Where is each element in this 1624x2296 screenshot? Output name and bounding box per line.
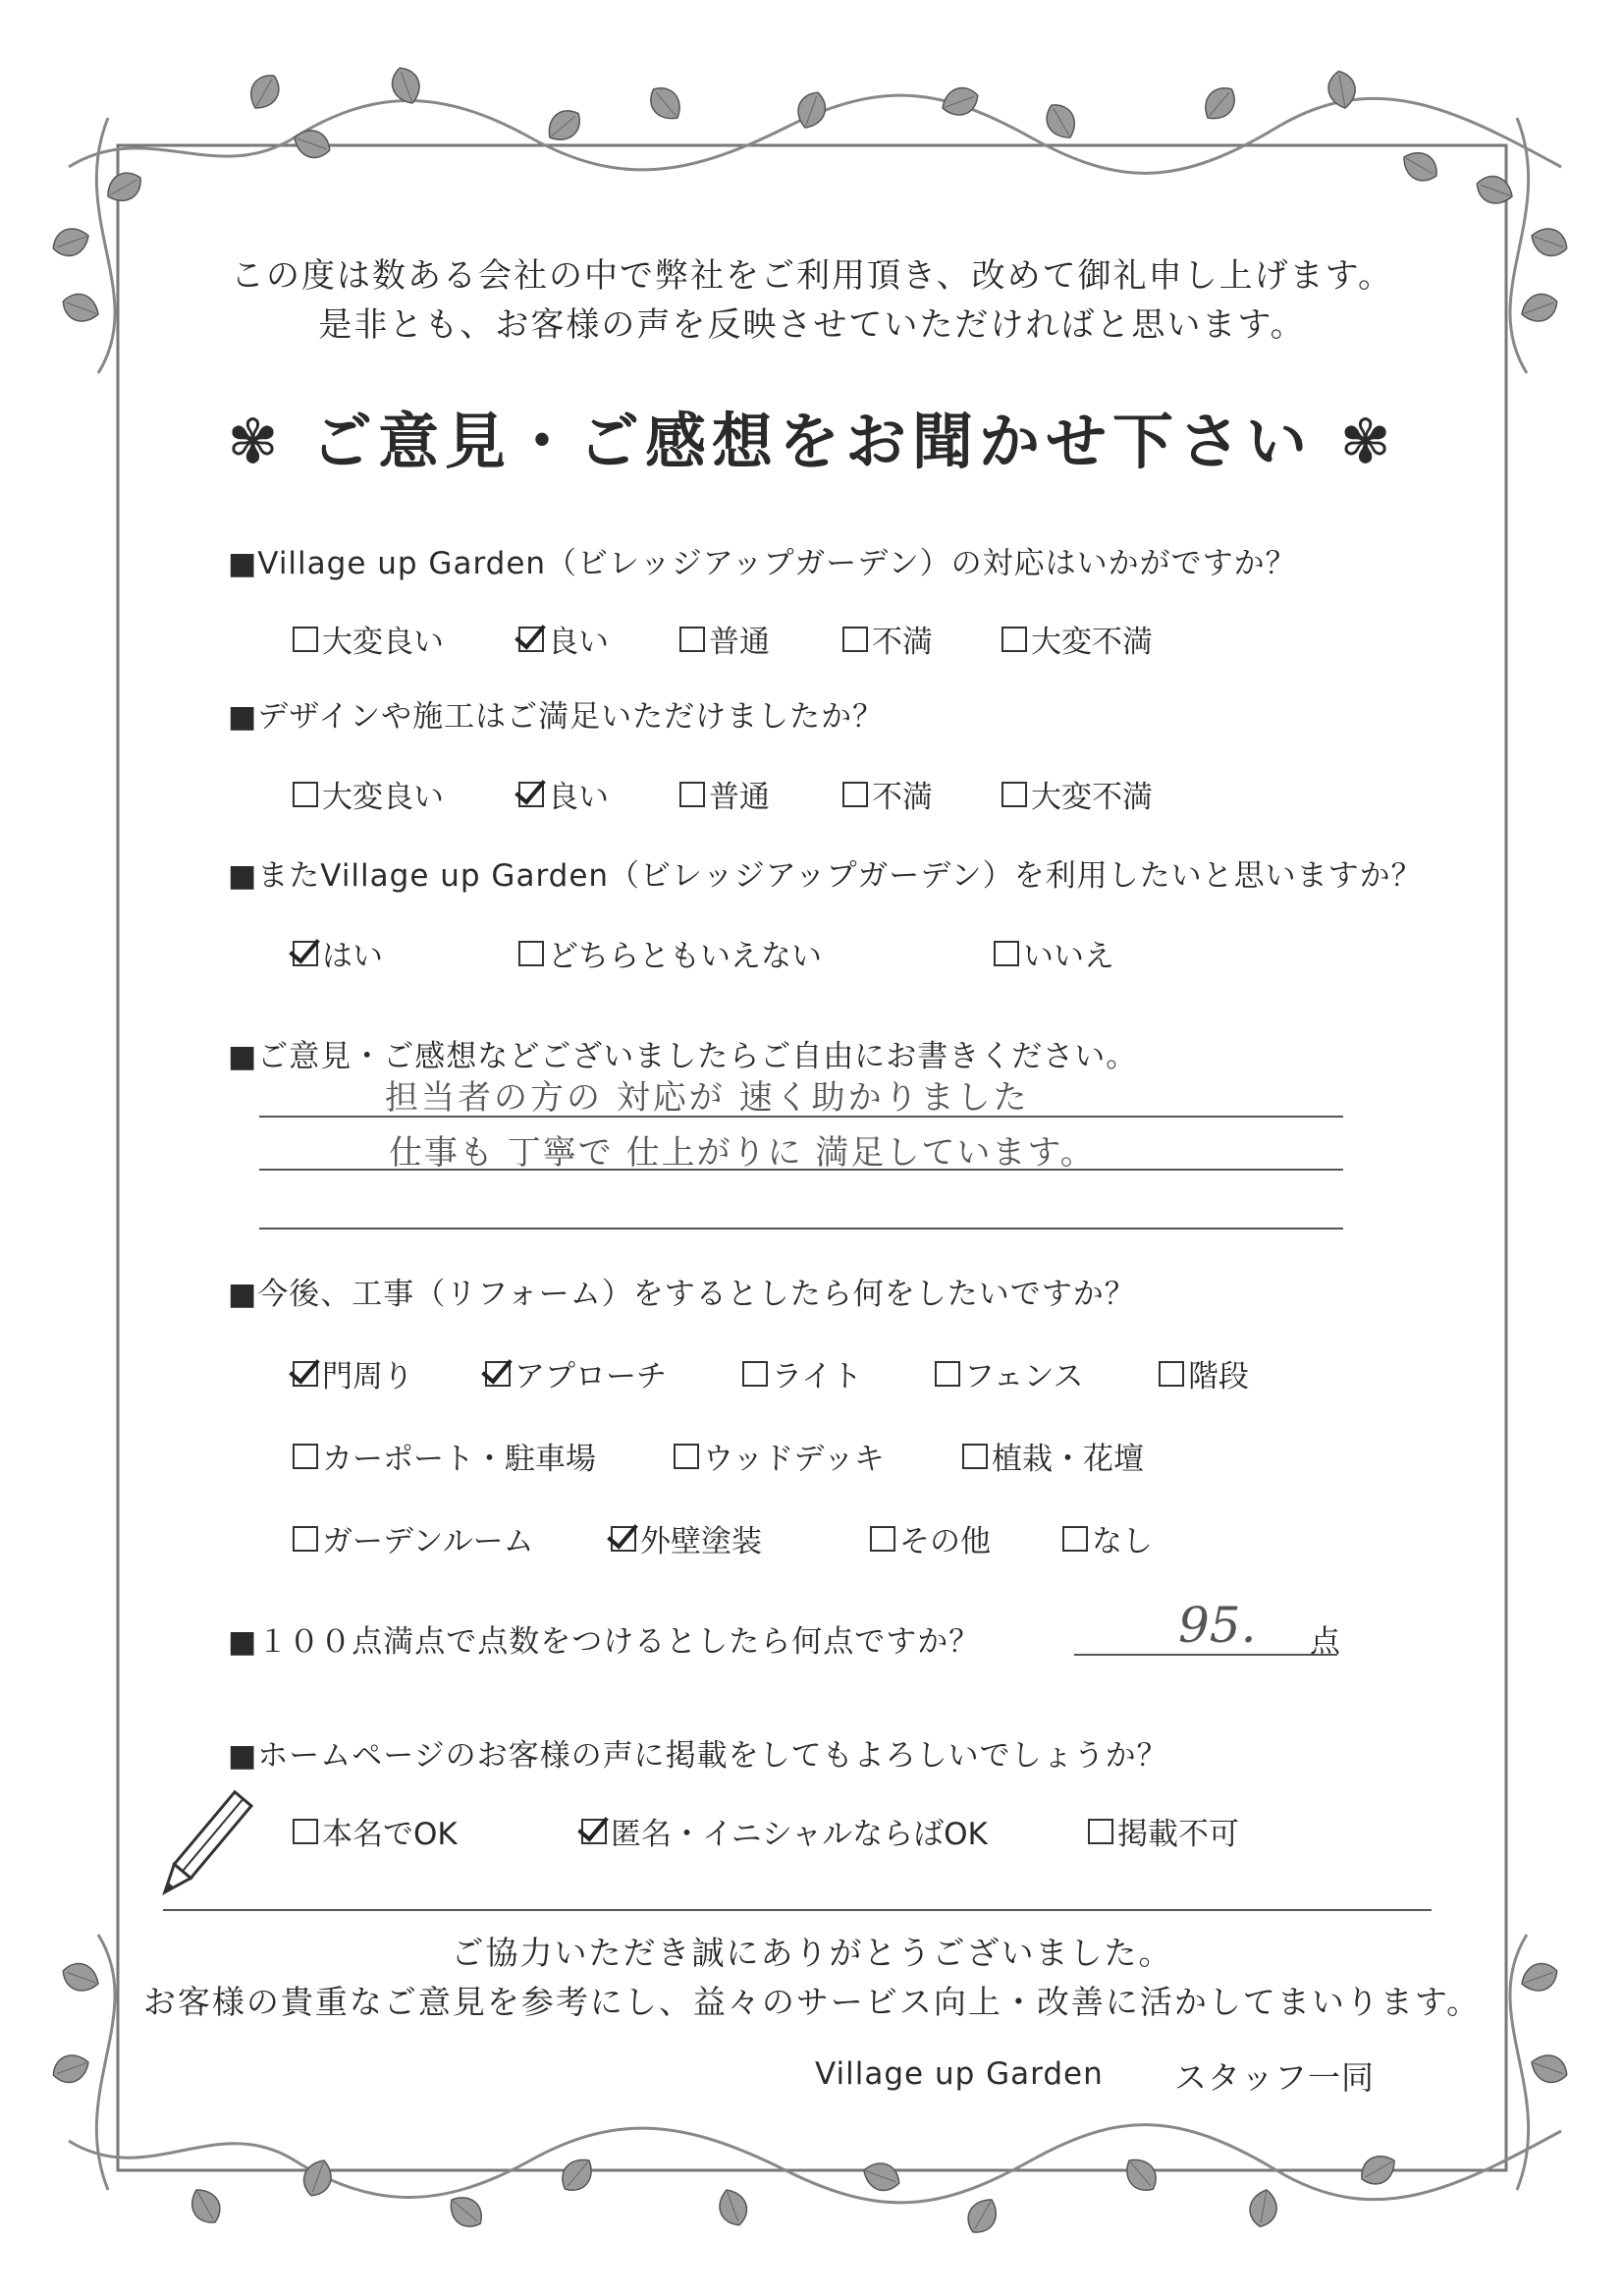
checkbox[interactable]	[674, 1444, 699, 1469]
q2-option-5[interactable]: 大変不満	[1001, 772, 1153, 816]
q5-option-7[interactable]: ウッドデッキ	[674, 1434, 885, 1478]
q5-option-8[interactable]: 植栽・花壇	[962, 1434, 1144, 1478]
checkbox[interactable]	[742, 1361, 768, 1387]
question-3: ■またVillage up Garden（ビレッジアップガーデン）を利用したいと思いますか？	[228, 858, 1423, 894]
handwritten-answer-line-2: 仕事も 丁寧で 仕上がりに 満足しています。	[389, 1133, 1096, 1173]
answer-line-2	[259, 1169, 1343, 1171]
checkbox-checked[interactable]	[518, 627, 544, 652]
q5-option-10[interactable]: 外壁塗装	[611, 1516, 762, 1560]
q7-option-1[interactable]: 本名でOK	[293, 1809, 458, 1853]
checkbox[interactable]	[1062, 1526, 1088, 1552]
q5-option-9[interactable]: ガーデンルーム	[293, 1516, 534, 1560]
question-2: ■デザインや施工はご満足いただけましたか？	[228, 699, 885, 735]
question-6: ■１００点満点で点数をつけるとしたら何点ですか？	[228, 1624, 981, 1660]
checkbox[interactable]	[1088, 1819, 1113, 1844]
checkbox[interactable]	[842, 627, 868, 652]
checkbox[interactable]	[293, 1526, 318, 1552]
checkbox[interactable]	[1001, 627, 1027, 652]
checkbox[interactable]	[1001, 782, 1027, 807]
q1-option-3[interactable]: 普通	[679, 617, 770, 661]
q5-option-4[interactable]: フェンス	[935, 1351, 1084, 1395]
checkbox[interactable]	[679, 627, 705, 652]
checkbox[interactable]	[293, 1819, 318, 1844]
closing-line-2: お客様の貴重なご意見を参考にし、益々のサービス向上・改善に活かしてまいります。	[142, 1983, 1482, 2021]
flower-icon: ✾	[1339, 406, 1397, 477]
closing-line-1: ご協力いただき誠にありがとうございました。	[451, 1934, 1173, 1972]
q5-option-1[interactable]: 門周り	[293, 1351, 413, 1395]
q5-option-2[interactable]: アプローチ	[485, 1351, 667, 1395]
page-title	[0, 393, 1624, 480]
q1-option-1[interactable]: 大変良い	[293, 617, 444, 661]
score-unit: 点	[1310, 1624, 1341, 1660]
divider-line	[163, 1909, 1432, 1911]
checkbox[interactable]	[842, 782, 868, 807]
q2-option-4[interactable]: 不満	[842, 772, 933, 816]
q5-option-3[interactable]: ライト	[742, 1351, 862, 1395]
q3-option-1[interactable]: はい	[293, 931, 383, 975]
q5-option-5[interactable]: 階段	[1159, 1351, 1249, 1395]
intro-text	[0, 251, 1624, 350]
q5-option-11[interactable]: その他	[870, 1516, 991, 1560]
q5-option-12[interactable]: なし	[1062, 1516, 1153, 1560]
q3-option-3[interactable]: いいえ	[994, 931, 1114, 975]
q2-option-2[interactable]: 良い	[518, 772, 609, 816]
flower-icon: ✾	[227, 406, 285, 477]
checkbox-checked[interactable]	[581, 1819, 607, 1844]
checkbox[interactable]	[293, 782, 318, 807]
q1-option-4[interactable]: 不満	[842, 617, 933, 661]
question-7: ■ホームページのお客様の声に掲載をしてもよろしいでしょうか？	[228, 1738, 1168, 1774]
checkbox[interactable]	[679, 782, 705, 807]
checkbox[interactable]	[994, 941, 1019, 966]
checkbox[interactable]	[962, 1444, 988, 1469]
question-1: ■Village up Garden（ビレッジアップガーデン）の対応はいかがですか？	[228, 546, 1297, 581]
checkbox[interactable]	[293, 1444, 318, 1469]
pencil-icon	[147, 1783, 255, 1911]
q7-option-3[interactable]: 掲載不可	[1088, 1809, 1239, 1853]
intro-line-1: この度は数ある会社の中で弊社をご利用頂き、改めて御礼申し上げます。	[231, 256, 1393, 296]
score-value: 95.	[1178, 1597, 1257, 1654]
intro-line-2: 是非とも、お客様の声を反映させていただければと思います。	[318, 305, 1306, 345]
checkbox[interactable]	[293, 627, 318, 652]
q1-option-5[interactable]: 大変不満	[1001, 617, 1153, 661]
signature-staff: スタッフ一同	[1174, 2058, 1375, 2097]
checkbox[interactable]	[1159, 1361, 1184, 1387]
question-5: ■今後、工事（リフォーム）をするとしたら何をしたいですか？	[228, 1277, 1136, 1312]
checkbox[interactable]	[935, 1361, 960, 1387]
title-text: ご意見・ご感想をお聞かせ下さい	[310, 406, 1313, 477]
handwritten-answer-line-1: 担当者の方の 対応が 速く助かりました	[385, 1078, 1030, 1118]
q3-option-2[interactable]: どちらともいえない	[518, 931, 822, 975]
q5-option-6[interactable]: カーポート・駐車場	[293, 1434, 596, 1478]
checkbox[interactable]	[518, 941, 544, 966]
question-4: ■ご意見・ご感想などございましたらご自由にお書きください。	[228, 1039, 1138, 1074]
checkbox-checked[interactable]	[518, 782, 544, 807]
q7-option-2[interactable]: 匿名・イニシャルならばOK	[581, 1809, 988, 1853]
q2-option-1[interactable]: 大変良い	[293, 772, 444, 816]
closing-text	[0, 1929, 1624, 2027]
score-line	[1074, 1654, 1337, 1656]
checkbox-checked[interactable]	[293, 941, 318, 966]
checkbox-checked[interactable]	[611, 1526, 636, 1552]
checkbox-checked[interactable]	[485, 1361, 511, 1387]
signature-company: Village up Garden	[815, 2056, 1104, 2092]
q2-option-3[interactable]: 普通	[679, 772, 770, 816]
checkbox-checked[interactable]	[293, 1361, 318, 1387]
answer-line-3	[259, 1228, 1343, 1230]
checkbox[interactable]	[870, 1526, 895, 1552]
answer-line-1	[259, 1116, 1343, 1118]
q1-option-2[interactable]: 良い	[518, 617, 609, 661]
